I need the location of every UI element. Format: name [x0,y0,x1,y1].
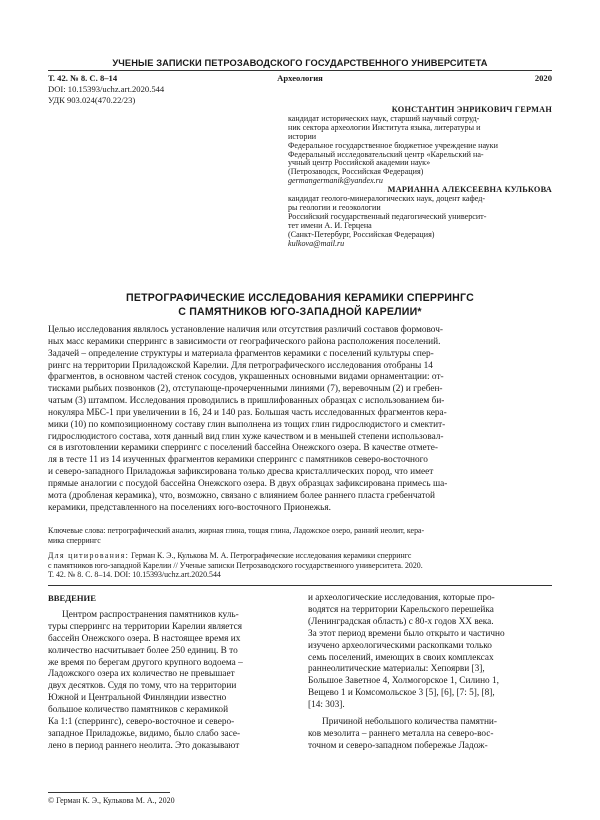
body-line: и археологические исследования, которые про- [308,593,495,603]
author-affiliation-line: Российский государственный педагогический университ- [288,211,487,221]
body-line: точном и северо-западном побережье Ладож- [308,740,488,751]
body-line: Ка 1:1 (сперрингс), северо-восточное и северо- [48,717,235,728]
author-name: МАРИАННА АЛЕКСЕЕВНА КУЛЬКОВА [387,185,552,195]
citation-text: Герман К. Э., Кулькова М. А. Петрографические исследования керамики сперрингс [131,551,412,560]
article-title [48,292,552,319]
abstract-line: фрагментов, в основном частей стенок сосудов, украшенных основными видами орнаментации: от- [48,372,444,383]
body-line: За этот период времени было открыто и частично [308,628,505,639]
abstract-line: мота (дробленая керамика), что, возможно, связано с влиянием более раннего пласта гребенчатой [48,490,435,501]
author-affiliation-line: (Санкт-Петербург, Российская Федерация) [288,229,435,239]
abstract-line: мики (10) по композиционному составу глин выполнена из тощих глин гидрослюдистого и смектит- [48,419,446,430]
body-line: Причиной небольшого количества памятни- [322,717,498,728]
journal-title: УЧЕНЫЕ ЗАПИСКИ ПЕТРОЗАВОДСКОГО ГОСУДАРСТВЕННОГО УНИВЕРСИТЕТА [112,58,488,68]
keywords-line: мика сперрингс [48,535,101,545]
body-line: Центром распространения памятников куль- [62,609,239,620]
body-line: [14: 303]. [308,700,345,711]
author-affiliation-line: тет имени А. И. Герцена [288,220,372,230]
body-line: раннеолитические материалы: Хепоярви [3], [308,664,485,675]
abstract-line: Целью исследования являлось установление наличия или отсутствия различий составов формовоч- [48,325,443,335]
abstract-line: чатым (3) штампом. Исследования проводились в пришлифованных образцах с использованием би- [48,396,445,407]
author-email[interactable]: germangermanik@yandex.ru [288,176,383,186]
keywords [48,526,552,545]
body-line: бассейн Онежского озера. В настоящее время их [48,633,241,644]
abstract [48,325,552,515]
abstract-line: керамики, представленного на поселениях юго-восточного Прионежья. [48,502,331,513]
abstract-line: нокуляра МБС-1 при увеличении в 16, 24 и 140 раз. Большая часть исследованных фрагментов кера- [48,407,447,418]
body-line: западное Приладожье, видимо, было слабо засе- [48,728,241,739]
abstract-line: гидрослюдистого состава, хотя данный вид глин хуже качеством и в меньшей степени использовал- [48,431,444,442]
body-line: большое количество памятников с керамикой [48,705,229,716]
keywords-line: Ключевые слова: петрографический анализ, жирная глина, тощая глина, Ладожское озеро, ранний неолит, кера- [48,526,425,535]
body-line: же время по берегам другого крупного водоема – [48,657,243,668]
abstract-line: ся в изготовлении керамики сперрингс с поселений бассейна Онежского озера. В качестве отмете- [48,443,438,454]
section-name: Археология [277,73,323,83]
body-line: Ладожского озера их количество не превышает [48,669,235,680]
author-affiliation-line: истории [288,131,317,141]
udk: УДК 903.024(470.22/23) [48,94,136,105]
body-column-right [308,593,552,753]
author-affiliation-line: кандидат геолого-минералогических наук, доцент кафед- [288,194,486,204]
doi: DOI: 10.15393/uchz.art.2020.544 [48,84,165,94]
abstract-line: Задачей – определение структуры и материала фрагментов керамики с поселений культуры спер- [48,348,434,359]
citation-line: Т. 42. № 8. С. 8–14. DOI: 10.15393/uchz.art.2020.544 [48,570,221,580]
body-rule [48,585,552,586]
author-affiliation-line: ры геологии и геоэкологии [288,202,381,212]
citation-label: Для цитирования: [48,551,130,560]
author-affiliation-line: кандидат исторических наук, старший научный сотруд- [288,113,480,123]
body-line: изучено археологическими раскопками только [308,640,492,651]
author-affiliation-line: (Петрозаводск, Российская Федерация) [288,167,424,177]
volume-info: Т. 42. № 8. С. 8–14 [48,73,118,83]
abstract-line: ля в тесте 11 из 14 изученных фрагментов керамики сперрингс с памятников северо-восточного [48,455,428,466]
section-heading: ВВЕДЕНИЕ [48,593,96,603]
body-line: ков мезолита – раннего металла на северо-вос- [308,728,494,739]
article-meta [48,73,552,105]
footer-rule [48,792,170,793]
author-name: КОНСТАНТИН ЭНРИКОВИЧ ГЕРМАН [391,105,552,114]
year: 2020 [534,73,552,83]
authors-block [288,106,552,249]
body-line: лено в период раннего неолита. Это доказывают [48,740,240,751]
body-line: туры сперрингс на территории Карелии является [48,621,243,632]
header-rule [48,70,552,71]
article-title-line: ПЕТРОГРАФИЧЕСКИЕ ИССЛЕДОВАНИЯ КЕРАМИКИ СПЕРРИНГС [126,292,474,304]
copyright: © Герман К. Э., Кулькова М. А., 2020 [48,796,175,805]
body-line: Южной и Центральной Финляндии известно [48,693,227,704]
citation-block [48,551,552,580]
author-affiliation-line: ник сектора археологии Института языка, литературы и [288,122,481,132]
body-line: количество насчитывает более 250 единиц. В то [48,645,238,656]
body-line: Вещево 1 и Комсомольское 3 [5], [6], [7: 5], [8], [308,688,495,699]
author-affiliation-line: Федеральное государственное бюджетное учреждение науки [288,140,498,150]
article-title-line: С ПАМЯТНИКОВ ЮГО-ЗАПАДНОЙ КАРЕЛИИ* [178,305,422,318]
body-line: семь поселений, имеющих в своих комплексах [308,652,494,663]
citation-line: с памятников юго-западной Карелии // Ученые записки Петрозаводского государственного университета. 2020. [48,560,423,570]
body-line: Большое Заветное 4, Холмогорское 1, Силино 1, [308,676,500,687]
abstract-line: рингс на территории Приладожской Карелии. Для петрографического исследования отобраны 14 [48,360,433,371]
author-email[interactable]: kulkova@mail.ru [288,238,345,248]
body-line: водятся на территории Карельского перешейка [308,604,494,615]
author-affiliation-line: Федеральный исследовательский центр «Карельский на- [288,149,484,159]
abstract-line: тисками рыбьих позвонков (2), отступающе-прочерченными линиями (7), веревочным (2) и гребен- [48,384,443,395]
body-line: двух десятков. Судя по тому, что на территории [48,681,237,692]
body-column-left [48,593,292,753]
abstract-line: ных масс керамики сперрингс в зависимости от географического района расположения поселений. [48,336,441,347]
abstract-line: прямые аналогии с посудой бассейна Онежского озера. В двух образцах зафиксирована примесь ша- [48,478,448,489]
author-affiliation-line: учный центр Российской академии наук» [288,158,431,168]
body-line: (Ленинградская область) с 80-х годов XX века. [308,616,494,627]
citation-line [48,551,552,561]
abstract-line: и северо-западного Приладожья зафиксирована только дресва кристаллических пород, что имеет [48,467,434,478]
